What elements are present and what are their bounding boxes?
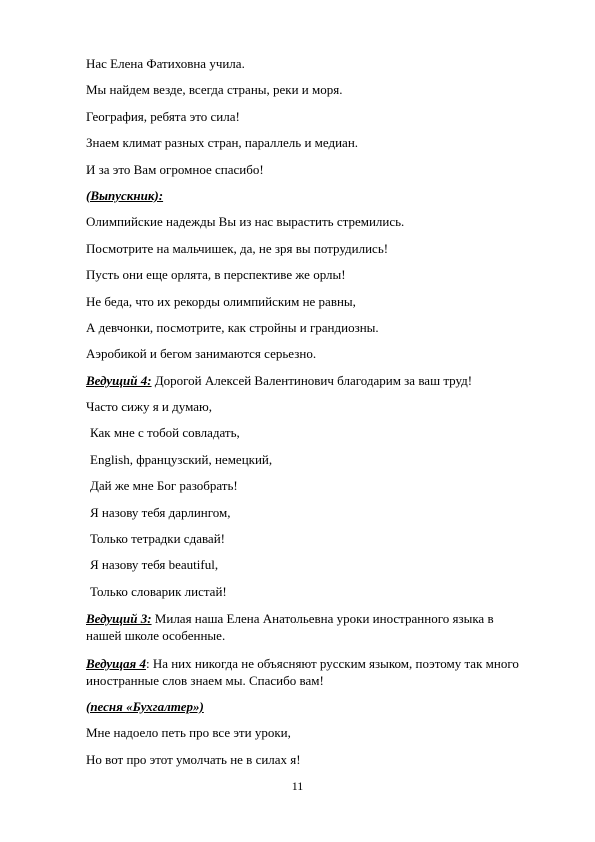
speaker-label: Ведущий 4: xyxy=(86,372,152,388)
speaker-label: Ведущая 4 xyxy=(86,655,146,671)
poem-line: Только тетрадки сдавай! xyxy=(90,531,225,547)
poem-line: Только словарик листай! xyxy=(90,583,227,599)
text-line: Пусть они еще орлята, в перспективе же орлы! xyxy=(86,267,346,283)
poem-line: Как мне с тобой совладать, xyxy=(90,425,240,441)
graduates-label: (Выпускник): xyxy=(86,187,164,203)
speaker-text: : На них никогда не объясняют русским языком, поэтому так много иностранные слов знаем мы. Спасибо вам! xyxy=(86,655,519,688)
text-line: Аэробикой и бегом занимаются серьезно. xyxy=(86,346,317,362)
speaker-label: Ведущий 3: xyxy=(86,611,152,627)
text-line: Нас Елена Фатиховна учила. xyxy=(86,56,245,71)
document-body xyxy=(86,56,526,778)
speaker-line-4b xyxy=(86,655,526,689)
song-label: (песня «Бухгалтер») xyxy=(86,698,204,714)
text-line: И за это Вам огромное спасибо! xyxy=(86,161,264,177)
text-line: А девчонки, посмотрите, как стройны и грандиозны. xyxy=(86,319,379,335)
text-line: Посмотрите на мальчишек, да, не зря вы потрудились! xyxy=(86,240,389,256)
speaker-text: Дорогой Алексей Валентинович благодарим за ваш труд! xyxy=(151,372,473,388)
section-heading-graduates xyxy=(86,188,526,204)
song-heading xyxy=(86,699,526,715)
poem-line: Дай же мне Бог разобрать! xyxy=(90,478,238,494)
text-line: Не беда, что их рекорды олимпийским не равны, xyxy=(86,293,356,309)
speaker-text: Милая наша Елена Анатольевна уроки иностранного языка в нашей школе особенные. xyxy=(86,611,494,644)
poem-line: Я назову тебя beautiful, xyxy=(90,557,219,573)
poem-line: English, французский, немецкий, xyxy=(90,451,273,467)
text-line: Но вот про этот умолчать не в силах я! xyxy=(86,751,301,767)
text-line: Знаем климат разных стран, параллель и медиан. xyxy=(86,135,359,151)
page-number: 11 xyxy=(291,779,304,793)
text-line: Мне надоело петь про все эти уроки, xyxy=(86,725,291,741)
text-line: Олимпийские надежды Вы из нас вырастить стремились. xyxy=(86,214,405,230)
poem-line: Я назову тебя дарлингом, xyxy=(90,504,231,520)
poem-line: Часто сижу я и думаю, xyxy=(86,399,212,415)
text-line: География, ребята это сила! xyxy=(86,108,240,124)
speaker-line-4a xyxy=(86,373,526,389)
text-line: Мы найдем везде, всегда страны, реки и моря. xyxy=(86,82,343,98)
speaker-line-3 xyxy=(86,610,526,644)
